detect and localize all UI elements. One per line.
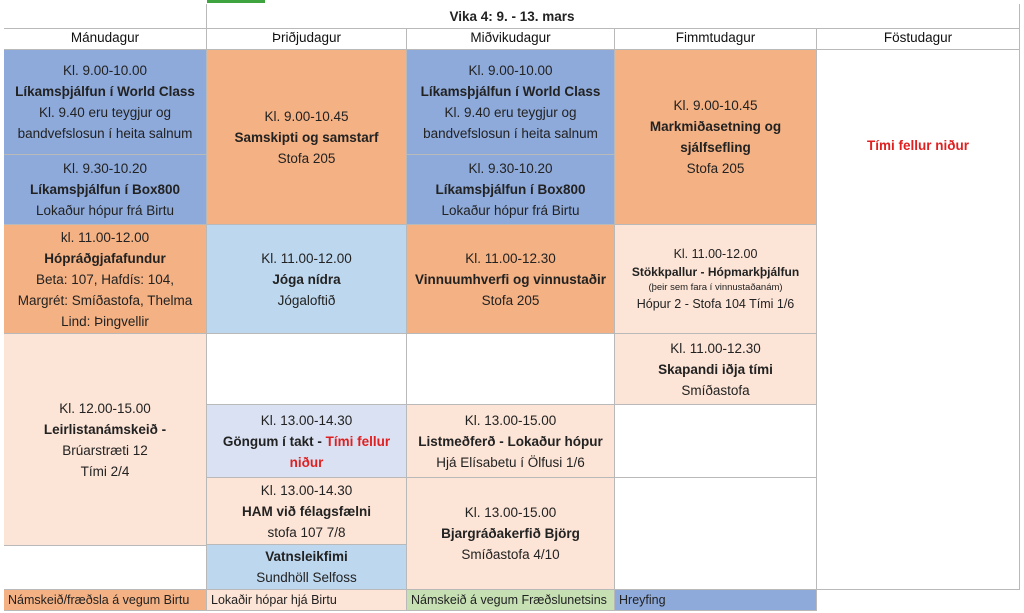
event-location: Lokaður hópur frá Birtu <box>441 203 580 218</box>
event-title: Vatnsleikfimi <box>265 549 348 564</box>
event-time: Kl. 9.00-10.00 <box>62 63 148 78</box>
event-tue-gongum-i-takt[interactable] <box>207 405 407 478</box>
event-location: Smíðastofa <box>681 382 750 398</box>
legend-label: Lokaðir hópar hjá Birtu <box>211 592 337 607</box>
event-time: Kl. 9.00-10.45 <box>264 108 349 124</box>
legend-hreyfing[interactable] <box>615 590 817 611</box>
cell-empty-top-left[interactable] <box>4 4 207 29</box>
event-mon-box800[interactable] <box>4 155 207 225</box>
event-wed-box800[interactable] <box>407 155 615 225</box>
event-wed-worldclass[interactable] <box>407 50 615 155</box>
event-title: Líkamsþjálfun í Box800 <box>29 182 181 197</box>
event-wed-bjargradakerfid[interactable] <box>407 478 615 590</box>
event-title: HAM við félagsfælni <box>241 503 371 519</box>
event-location: Smíðastofa 4/10 <box>461 547 560 562</box>
event-time: Kl. 9.00-10.45 <box>673 98 758 113</box>
week-title[interactable]: Vika 4: 9. - 13. mars <box>207 4 817 29</box>
cancelled-text: Tími fellur <box>325 433 391 449</box>
event-location: Lind: Þingvellir <box>61 313 149 329</box>
event-session: Tími 2/4 <box>80 463 130 479</box>
event-location: Stofa 205 <box>686 161 745 176</box>
event-mon-hopradgjafafundur[interactable] <box>4 225 207 334</box>
event-wed-vinnuumhverfi[interactable] <box>407 225 615 334</box>
cell-empty[interactable] <box>407 334 615 405</box>
event-title: sjálfsefling <box>680 140 751 155</box>
day-header-tuesday[interactable]: Þriðjudagur <box>207 29 407 50</box>
day-header-monday[interactable]: Mánudagur <box>4 29 207 50</box>
event-location: Beta: 107, Hafdís: 104, <box>35 271 175 287</box>
cell-empty[interactable] <box>615 405 817 478</box>
legend-fraedslunet[interactable] <box>407 590 615 611</box>
event-location: stofa 107 7/8 <box>267 524 346 540</box>
active-cell-indicator <box>207 0 265 3</box>
event-tue-joga-nidra[interactable] <box>207 225 407 334</box>
event-time: Kl. 11.00-12.00 <box>673 247 758 261</box>
day-header-friday[interactable]: Föstudagur <box>817 29 1020 50</box>
event-title: Markmiðasetning og <box>649 119 782 134</box>
event-title: Listmeðferð - Lokaður hópur <box>418 433 603 449</box>
event-time: Kl. 11.00-12.30 <box>465 250 556 266</box>
cancelled-text: Tími fellur niður <box>866 138 969 153</box>
event-tue-vatnsleikfimi[interactable] <box>207 545 407 590</box>
event-location: Stofa 205 <box>277 150 336 166</box>
cell-empty[interactable] <box>207 334 407 405</box>
event-tue-samskipti[interactable] <box>207 50 407 225</box>
event-wed-listmedferd[interactable] <box>407 405 615 478</box>
event-title: Líkamsþjálfun í World Class <box>420 84 601 99</box>
event-note: Kl. 9.40 eru teygjur og <box>38 105 172 120</box>
event-location: Stofa 205 <box>481 292 540 308</box>
event-title: Leirlistanámskeið - <box>43 421 167 437</box>
event-tue-ham[interactable] <box>207 478 407 545</box>
event-title: Líkamsþjálfun í Box800 <box>435 182 586 197</box>
event-time: Kl. 13.00-14.30 <box>260 482 353 498</box>
event-location: Hjá Elísabetu í Ölfusi 1/6 <box>436 454 585 470</box>
legend-label: Námskeið á vegum Fræðslunetsins <box>411 592 607 607</box>
event-location: Brúarstræti 12 <box>62 442 148 458</box>
legend-closed-groups[interactable] <box>207 590 407 611</box>
event-title: Jóga nídra <box>272 271 341 287</box>
event-time: Kl. 13.00-15.00 <box>464 412 557 428</box>
event-title: Vinnuumhverfi og vinnustaðir <box>414 271 607 287</box>
event-time: Kl. 12.00-15.00 <box>59 400 151 416</box>
event-time: Kl. 11.00-12.00 <box>261 250 352 266</box>
event-location: Hópur 2 - Stofa 104 Tími 1/6 <box>636 297 795 311</box>
event-thu-markmidasetning[interactable] <box>615 50 817 225</box>
event-location: Jógaloftið <box>277 292 336 308</box>
event-title: Hópráðgjafafundur <box>44 250 166 266</box>
event-location: Lokaður hópur frá Birtu <box>35 203 175 218</box>
event-mon-leirlist[interactable] <box>4 334 207 546</box>
event-title: Samskipti og samstarf <box>234 129 379 145</box>
event-thu-skapandi-idja[interactable] <box>615 334 817 405</box>
legend-birtu-courses[interactable] <box>4 590 207 611</box>
event-note: bandvefslosun í heita salnum <box>17 126 193 141</box>
event-title: Líkamsþjálfun í World Class <box>15 84 195 99</box>
cancelled-text: niður <box>289 454 324 470</box>
event-title-line: Göngum í takt - Tími fellur <box>222 433 391 449</box>
event-fri-cancelled[interactable] <box>817 50 1020 590</box>
event-note: bandvefslosun í heita salnum <box>423 126 598 141</box>
legend-label: Hreyfing <box>619 592 666 607</box>
event-time: Kl. 9.00-10.00 <box>468 63 553 78</box>
event-title: Stökkpallur - Hópmarkþjálfun <box>631 265 800 279</box>
cell-empty[interactable] <box>615 478 817 590</box>
event-location: Margrét: Smíðastofa, Thelma <box>17 292 193 308</box>
event-title: Göngum í takt <box>222 433 314 449</box>
cell-empty[interactable] <box>4 546 207 590</box>
legend-label: Námskeið/fræðsla á vegum Birtu <box>8 592 190 607</box>
day-header-wednesday[interactable]: Miðvikudagur <box>407 29 615 50</box>
event-time: Kl. 9.30-10.20 <box>62 161 148 176</box>
event-location: Sundhöll Selfoss <box>256 570 357 585</box>
day-header-thursday[interactable]: Fimmtudagur <box>615 29 817 50</box>
event-time: Kl. 9.30-10.20 <box>468 161 553 176</box>
event-time: kl. 11.00-12.00 <box>60 229 150 245</box>
event-note: (þeir sem fara í vinnustaðanám) <box>648 282 783 293</box>
event-title: Skapandi iðja tími <box>658 361 773 377</box>
event-time: Kl. 13.00-14.30 <box>260 412 353 428</box>
event-title: Bjargráðakerfið Björg <box>441 526 580 541</box>
event-time: Kl. 11.00-12.30 <box>670 340 761 356</box>
event-time: Kl. 13.00-15.00 <box>464 505 557 520</box>
event-note: Kl. 9.40 eru teygjur og <box>444 105 577 120</box>
cell-empty-top-right[interactable] <box>817 4 1020 29</box>
event-mon-worldclass[interactable] <box>4 50 207 155</box>
event-thu-stokkpallur[interactable] <box>615 225 817 334</box>
